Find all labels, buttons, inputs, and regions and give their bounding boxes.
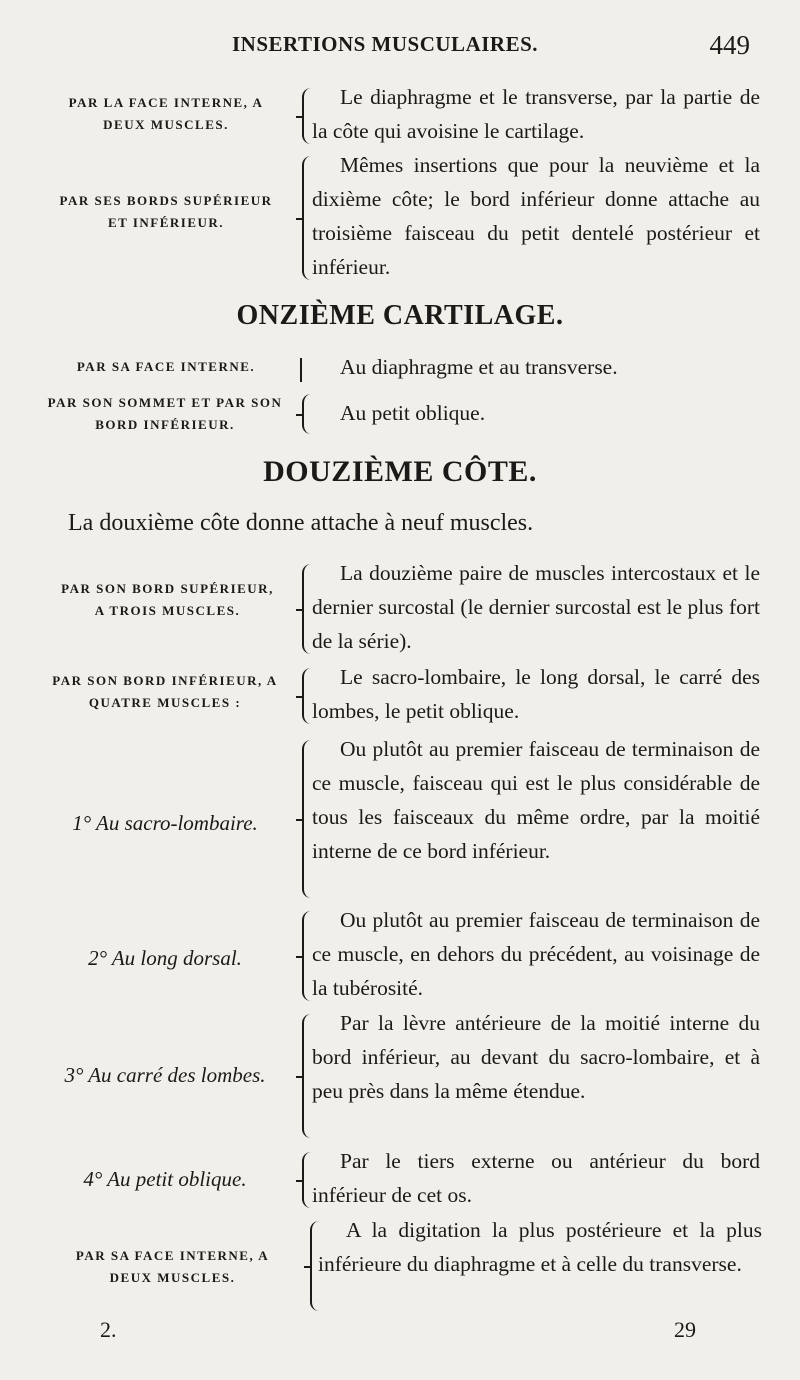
entry-text: A la digitation la plus postérieure et la plus inférieure du diaphragme et à celle du transverse. bbox=[318, 1218, 762, 1276]
entry-label: PAR SA FACE INTERNE. bbox=[76, 359, 256, 374]
running-title: INSERTIONS MUSCULAIRES. bbox=[232, 32, 539, 56]
entry-text: Ou plutôt au premier faisceau de terminaison de ce muscle, faisceau qui est le plus considérable de tous les faisceaux du même ordre, par la moitié interne de ce bord inférieur. bbox=[312, 737, 760, 863]
entry-label: 3° Au carré des lombes. bbox=[64, 1063, 266, 1087]
entry-text: Le diaphragme et le transverse, par la partie de la côte qui avoisine le cartilage. bbox=[312, 85, 760, 143]
brace bbox=[302, 740, 312, 898]
entry-label: 1° Au sacro-lombaire. bbox=[72, 811, 258, 835]
vertical-bar bbox=[300, 358, 302, 382]
brace bbox=[302, 1152, 312, 1208]
entry-text: Au petit oblique. bbox=[340, 401, 486, 425]
entry-text: Par le tiers externe ou antérieur du bord inférieur de cet os. bbox=[312, 1149, 760, 1207]
page-footer bbox=[0, 1317, 800, 1347]
brace bbox=[302, 394, 312, 434]
entry-label: PAR SON BORD SUPÉRIEUR, A TROIS MUSCLES. bbox=[61, 581, 274, 618]
brace bbox=[302, 668, 312, 724]
brace bbox=[302, 1014, 312, 1138]
entry-label: 4° Au petit oblique. bbox=[83, 1167, 247, 1191]
section-title-onzieme: ONZIÈME CARTILAGE. bbox=[236, 300, 564, 331]
entry-text: Le sacro-lombaire, le long dorsal, le carré des lombes, le petit oblique. bbox=[312, 665, 760, 723]
entry-label: PAR SES BORDS SUPÉRIEUR ET INFÉRIEUR. bbox=[59, 193, 273, 230]
entry-label: PAR SON SOMMET ET PAR SON BORD INFÉRIEUR. bbox=[47, 395, 283, 432]
section-title-douzieme: DOUZIÈME CÔTE. bbox=[263, 455, 537, 488]
folio-number: 29 bbox=[674, 1317, 696, 1342]
entry-text: Ou plutôt au premier faisceau de terminaison de ce muscle, en dehors du précédent, au voisinage de la tubérosité. bbox=[312, 908, 760, 1000]
page-header bbox=[0, 32, 800, 72]
entry-text: Par la lèvre antérieure de la moitié interne du bord inférieur, au devant du sacro-lombaire, et à peu près dans la même étendue. bbox=[312, 1011, 760, 1103]
entry-text: Mêmes insertions que pour la neuvième et la dixième côte; le bord inférieur donne attache au troisième faisceau du petit dentelé postérieur et inférieur. bbox=[312, 153, 760, 279]
entry-text: Au diaphragme et au transverse. bbox=[340, 355, 618, 379]
signature-mark: 2. bbox=[100, 1317, 117, 1342]
page-number: 449 bbox=[709, 30, 750, 60]
entry-label: PAR SA FACE INTERNE, A DEUX MUSCLES. bbox=[75, 1248, 270, 1285]
brace bbox=[302, 911, 312, 1001]
brace bbox=[302, 156, 312, 280]
entry-label: PAR LA FACE INTERNE, A DEUX MUSCLES. bbox=[68, 95, 264, 132]
brace bbox=[302, 564, 312, 654]
entry-label: 2° Au long dorsal. bbox=[88, 946, 242, 970]
entry-text: La douzième paire de muscles intercostaux et le dernier surcostal (le dernier surcostal est le plus fort de la série). bbox=[312, 561, 760, 653]
section-intro: La douxième côte donne attache à neuf muscles. bbox=[68, 510, 534, 536]
entry-label: PAR SON BORD INFÉRIEUR, A QUATRE MUSCLES : bbox=[52, 673, 278, 710]
brace bbox=[302, 88, 312, 144]
